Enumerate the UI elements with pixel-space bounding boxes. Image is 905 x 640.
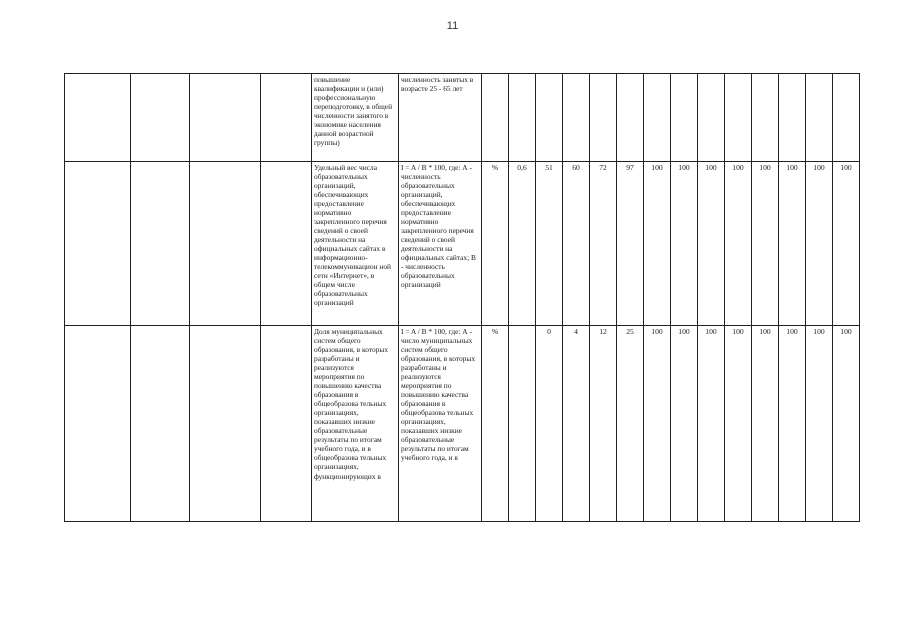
value-cell: 100 [752,162,779,326]
table-row [65,326,860,522]
unit-cell [482,74,509,162]
unit-cell: % [482,162,509,326]
value-cell [536,74,563,162]
formula-cell: I = A / B * 100, где: А - численность образовательных организаций, обеспечивающих предоставление нормативно закрепленного перечня сведений о своей деятельности на официальных сайтах; В - численность образовательных организаций [399,162,482,326]
value-cell [509,74,536,162]
blank-cell [261,74,312,162]
blank-cell [261,326,312,522]
value-cell: 100 [806,162,833,326]
value-cell [563,74,590,162]
value-cell [590,74,617,162]
value-cell: 0 [536,326,563,522]
value-cell: 25 [617,326,644,522]
value-cell: 100 [779,326,806,522]
value-cell: 100 [725,162,752,326]
blank-cell [131,326,190,522]
table-row [65,162,860,326]
blank-cell [131,74,190,162]
value-cell: 72 [590,162,617,326]
data-table [64,73,860,522]
value-cell: 100 [779,162,806,326]
table-row [65,74,860,162]
indicator-cell: Доля муниципальных систем общего образования, в которых разработаны и реализуются мероприятия по повышению качества образования в общеобразова тельных организациях, показавших низкие образовательные результаты по итогам учебного года, и в общеобразова тельных организациях, функционирующих в [312,326,399,522]
page-number: 11 [446,20,459,32]
value-cell [806,74,833,162]
indicator-cell: повышение квалификации и (или) профессиональную переподготовку, в общей численности занятого в экономике населения данной возрастной группы) [312,74,399,162]
blank-cell [261,162,312,326]
value-cell: 60 [563,162,590,326]
value-cell: 100 [833,326,860,522]
formula-cell: I = A / B * 100, где: А - число муниципальных систем общего образования, в которых разработаны и реализуются мероприятия по повышению качества образования в общеобразова тельных организациях, показавших низкие образовательные результаты по итогам учебного года, и в [399,326,482,522]
blank-cell [65,74,131,162]
value-cell [833,74,860,162]
value-cell: 100 [671,326,698,522]
value-cell: 4 [563,326,590,522]
value-cell [752,74,779,162]
value-cell: 100 [671,162,698,326]
value-cell [725,74,752,162]
formula-cell: численность занятых в возрасте 25 - 65 лет [399,74,482,162]
unit-cell: % [482,326,509,522]
value-cell: 100 [698,162,725,326]
blank-cell [65,162,131,326]
value-cell [617,74,644,162]
value-cell [509,326,536,522]
value-cell: 100 [644,162,671,326]
value-cell: 100 [725,326,752,522]
blank-cell [190,326,261,522]
value-cell [698,74,725,162]
blank-cell [65,326,131,522]
value-cell: 0,6 [509,162,536,326]
value-cell: 100 [833,162,860,326]
value-cell: 100 [806,326,833,522]
value-cell: 12 [590,326,617,522]
indicator-cell: Удельный вес числа образовательных организаций, обеспечивающих предоставление нормативно закрепленного перечня сведений о своей деятельности на официальных сайтах в информационно-телекоммуникацион ной сети «Интернет», в общем числе образовательных организаций [312,162,399,326]
value-cell [671,74,698,162]
value-cell: 51 [536,162,563,326]
value-cell: 100 [698,326,725,522]
value-cell: 100 [644,326,671,522]
value-cell [779,74,806,162]
blank-cell [190,162,261,326]
blank-cell [131,162,190,326]
blank-cell [190,74,261,162]
value-cell: 100 [752,326,779,522]
value-cell [644,74,671,162]
value-cell: 97 [617,162,644,326]
